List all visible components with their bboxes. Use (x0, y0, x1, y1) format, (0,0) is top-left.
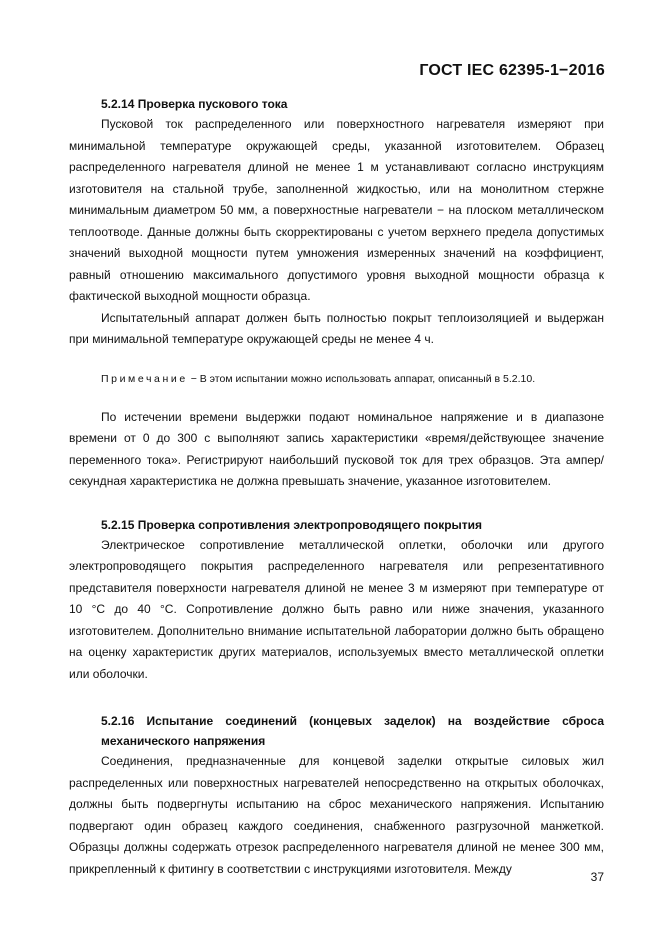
paragraph-inrush-current: Пусковой ток распределенного или поверхностного нагревателя измеряют при минимальной температуре окружающей среды, указанной изготовителем. Образец распределенного нагревателя длиной не менее 1 м устанавливают согласно инструкциям изготовителя на стальной трубе, заполненной жидкостью, или на монолитном стержне минимальным диаметром 50 мм, а поверхностные нагреватели − на плоском металлическом теплоотводе. Данные должны быть скорректированы с учетом верхнего предела допустимых значений выходной мощности путем умножения измеренных значений на коэффициент, равный отношению максимального допустимого уровня выходной мощности образца к фактической выходной мощности образца. (69, 117, 604, 303)
paragraph-holding-time: По истечении времени выдержки подают номинальное напряжение и в диапазоне времени от 0 до 300 с выполняют запись характеристики «время/действующее значение переменного тока». Регистрируют наибольший пусковой ток для трех образцов. Эта ампер/секундная характеристика не должна превышать значение, указанное изготовителем. (69, 409, 604, 488)
spacer (69, 685, 604, 711)
paragraph-strain-relief: Соединения, предназначенные для концевой заделки открытые силовых жил распределенных или поверхностных нагревателей непосредственно на открытых оболочках, должны быть подвергнуты испытанию на сброс механического напряжения. Испытанию подвергают один образец каждого соединения, снабженного разгрузочной манжеткой. Образцы должны содержать отрезок распределенного нагревателя длиной не менее 300 мм, прикрепленный к фитингу в соответствии с инструкциями изготовителя. Между (69, 754, 604, 876)
note-label: Примечание (101, 372, 188, 385)
paragraph-coating-resistance: Электрическое сопротивление металлической оплетки, оболочки или другого электропроводящего покрытия распределенного нагревателя или репрезентативного представителя поверхности нагревателя длиной не менее 3 м измеряют при температуре от 10 °C до 40 °C. Сопротивление должно быть равно или ниже значения, указанного изготовителем. Дополнительно внимание испытательной лаборатории должно быть обращено на оценку характеристик других материалов, используемых вместо металлической оплетки или оболочки. (69, 537, 604, 681)
section-heading-5-2-15: 5.2.15 Проверка сопротивления электропроводящего покрытия (101, 517, 483, 532)
note (69, 369, 604, 389)
spacer (69, 493, 604, 515)
section-heading-5-2-16: 5.2.16 Испытание соединений (концевых заделок) на воздействие сброса механического напряжения (101, 714, 604, 748)
spacer (69, 389, 604, 407)
document-code-header: ГОСТ IEC 62395-1−2016 (419, 62, 605, 79)
section-heading-5-2-14: 5.2.14 Проверка пускового тока (101, 97, 288, 111)
note-text: − В этом испытании можно использовать аппарат, описанный в 5.2.10. (187, 372, 536, 385)
page-content (69, 94, 604, 880)
paragraph-thermal-insulation: Испытательный аппарат должен быть полностью покрыт теплоизоляцией и выдержан при минимальной температуре окружающей среды не менее 4 ч. (69, 310, 604, 346)
page-number: 37 (590, 870, 604, 884)
spacer (69, 351, 604, 369)
